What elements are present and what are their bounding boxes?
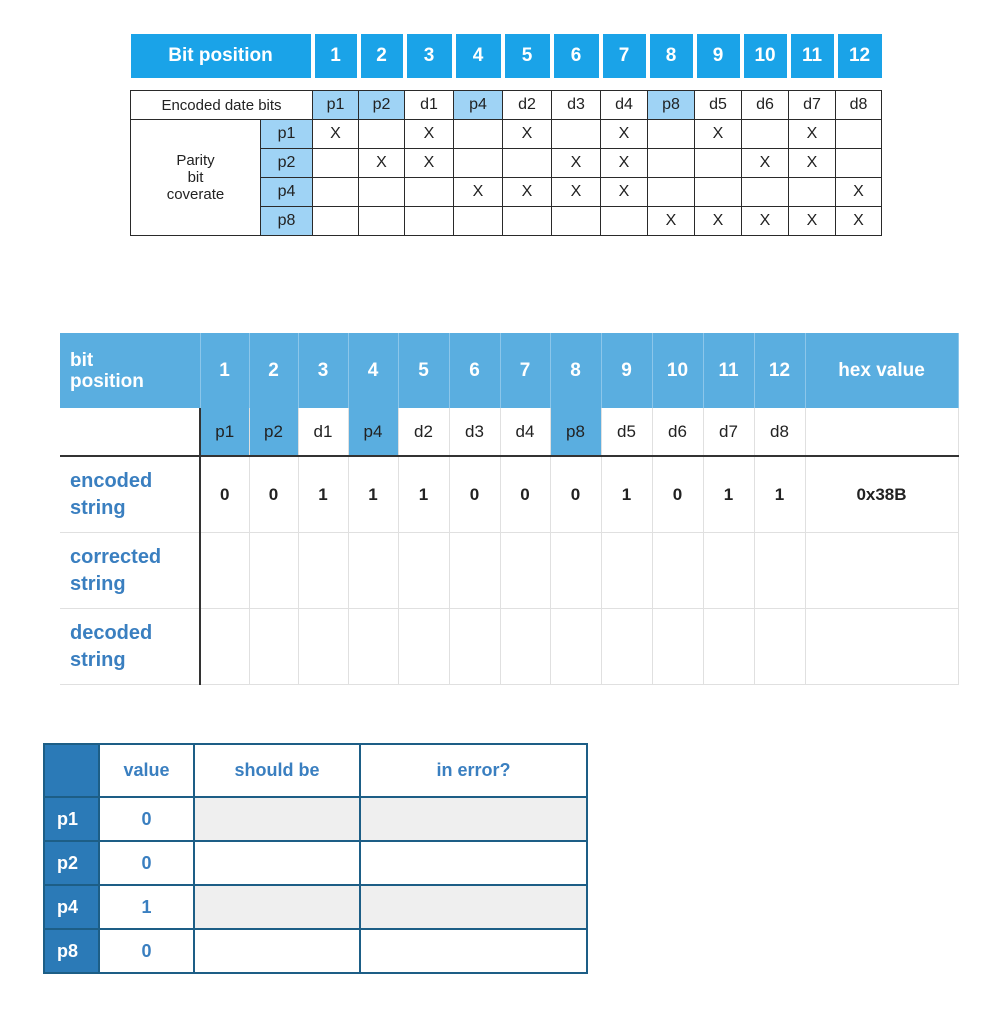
bit-value-cell: 0 xyxy=(652,456,703,533)
bit-value-cell[interactable] xyxy=(298,609,348,685)
bit-value-cell[interactable] xyxy=(754,609,805,685)
position-cell: 12 xyxy=(836,34,882,78)
bit-value-cell[interactable] xyxy=(449,533,500,609)
row-label xyxy=(60,456,200,533)
coverage-cell: X xyxy=(601,120,648,149)
bit-value-cell[interactable] xyxy=(200,609,249,685)
parity-name-cell: p8 xyxy=(261,207,313,236)
coverage-cell xyxy=(454,149,503,178)
bit-value-cell: 1 xyxy=(398,456,449,533)
coverage-cell xyxy=(454,207,503,236)
row-label-line: string xyxy=(70,496,126,519)
coverage-cell xyxy=(648,120,695,149)
bit-name-cell: d2 xyxy=(398,408,449,456)
bit-value-cell[interactable] xyxy=(703,533,754,609)
coverage-cell xyxy=(648,149,695,178)
encoded-bit-cell: p1 xyxy=(313,91,359,120)
parity-label-line: bit xyxy=(187,169,204,186)
coverage-cell: X xyxy=(503,120,552,149)
coverage-cell xyxy=(552,207,601,236)
value-header: value xyxy=(99,744,194,797)
coverage-cell xyxy=(405,178,454,207)
corner-cell xyxy=(44,744,99,797)
bit-value-cell: 0 xyxy=(449,456,500,533)
bit-value-cell: 1 xyxy=(601,456,652,533)
position-cell: 2 xyxy=(249,333,298,408)
parity-row-p4 xyxy=(44,885,587,929)
parity-name-cell: p1 xyxy=(261,120,313,149)
coverage-cell: X xyxy=(742,207,789,236)
bit-value-cell[interactable] xyxy=(398,609,449,685)
parity-name-cell: p4 xyxy=(261,178,313,207)
coverage-cell: X xyxy=(648,207,695,236)
bit-value-cell: 1 xyxy=(348,456,398,533)
position-cell: 9 xyxy=(601,333,652,408)
position-cell: 4 xyxy=(348,333,398,408)
bit-value-cell: 1 xyxy=(754,456,805,533)
coverage-cell: X xyxy=(742,149,789,178)
coverage-cell: X xyxy=(503,178,552,207)
bit-name-cell: d5 xyxy=(601,408,652,456)
hex-value-cell[interactable] xyxy=(805,533,958,609)
should-be-cell[interactable] xyxy=(194,841,360,885)
coverage-cell: X xyxy=(313,120,359,149)
bit-name-cell: d8 xyxy=(754,408,805,456)
bit-position-header-row xyxy=(131,34,882,78)
position-cell: 2 xyxy=(359,34,405,78)
bit-name-cell: p2 xyxy=(249,408,298,456)
bit-name-cell: d1 xyxy=(298,408,348,456)
coverage-cell xyxy=(648,178,695,207)
parity-row-p1 xyxy=(44,797,587,841)
empty-hex-cell xyxy=(805,408,958,456)
bit-value-cell[interactable] xyxy=(449,609,500,685)
coverage-cell: X xyxy=(405,120,454,149)
coverage-cell: X xyxy=(695,120,742,149)
position-cell: 4 xyxy=(454,34,503,78)
bit-value-cell[interactable] xyxy=(500,533,550,609)
parity-label: p4 xyxy=(44,885,99,929)
coverage-cell: X xyxy=(405,149,454,178)
coverage-cell xyxy=(313,207,359,236)
position-cell: 5 xyxy=(398,333,449,408)
bit-name-cell: p1 xyxy=(200,408,249,456)
row-label-line: string xyxy=(70,572,126,595)
position-cell: 7 xyxy=(500,333,550,408)
row-label-line: decoded xyxy=(70,621,153,644)
bit-value-cell[interactable] xyxy=(249,533,298,609)
in-error-cell[interactable] xyxy=(360,885,587,929)
bit-value-cell: 0 xyxy=(200,456,249,533)
should-be-header: should be xyxy=(194,744,360,797)
parity-row-p8 xyxy=(44,929,587,973)
position-cell: 3 xyxy=(405,34,454,78)
encoded-bit-cell: d7 xyxy=(789,91,836,120)
encoded-bit-cell: d4 xyxy=(601,91,648,120)
bit-value-cell: 0 xyxy=(500,456,550,533)
bit-name-cell: d3 xyxy=(449,408,500,456)
coverage-cell xyxy=(503,149,552,178)
parity-coverage-label xyxy=(131,120,261,236)
bit-value-cell[interactable] xyxy=(200,533,249,609)
coverage-cell: X xyxy=(552,178,601,207)
encoded-string-table xyxy=(60,333,959,685)
bit-value-cell[interactable] xyxy=(601,533,652,609)
encoded-bit-cell: d5 xyxy=(695,91,742,120)
bit-value-cell[interactable] xyxy=(754,533,805,609)
coverage-row-p1 xyxy=(131,120,882,149)
coverage-cell xyxy=(695,178,742,207)
coverage-cell xyxy=(601,207,648,236)
decoded-string-row xyxy=(60,609,958,685)
parity-check-header-row xyxy=(44,744,587,797)
in-error-header: in error? xyxy=(360,744,587,797)
parity-value: 0 xyxy=(99,797,194,841)
coverage-cell: X xyxy=(359,149,405,178)
coverage-cell: X xyxy=(789,149,836,178)
bit-value-cell: 0 xyxy=(550,456,601,533)
position-cell: 7 xyxy=(601,34,648,78)
coverage-cell xyxy=(313,178,359,207)
coverage-cell xyxy=(742,120,789,149)
position-cell: 1 xyxy=(200,333,249,408)
coverage-cell: X xyxy=(836,178,882,207)
position-cell: 8 xyxy=(648,34,695,78)
coverage-cell: X xyxy=(695,207,742,236)
bit-name-cell: d7 xyxy=(703,408,754,456)
parity-name-cell: p2 xyxy=(261,149,313,178)
row-label-line: encoded xyxy=(70,469,153,492)
encoded-bit-cell: d8 xyxy=(836,91,882,120)
parity-value: 1 xyxy=(99,885,194,929)
encoded-string-row xyxy=(60,456,958,533)
bit-position-label: Bit position xyxy=(131,34,313,78)
coverage-cell xyxy=(359,120,405,149)
coverage-cell xyxy=(503,207,552,236)
coverage-cell xyxy=(836,120,882,149)
bit-name-cell: d4 xyxy=(500,408,550,456)
position-cell: 5 xyxy=(503,34,552,78)
row-label-line: string xyxy=(70,648,126,671)
bit-value-cell[interactable] xyxy=(652,609,703,685)
parity-label-line: coverate xyxy=(166,186,225,203)
bit-name-cell: d6 xyxy=(652,408,703,456)
coverage-cell xyxy=(359,178,405,207)
bit-value-cell[interactable] xyxy=(348,609,398,685)
bit-names-row xyxy=(60,408,958,456)
hex-value-header: hex value xyxy=(805,333,958,408)
coverage-cell xyxy=(789,178,836,207)
position-cell: 11 xyxy=(703,333,754,408)
coverage-cell xyxy=(359,207,405,236)
hamming-coverage-table xyxy=(130,34,882,236)
hex-value-cell[interactable] xyxy=(805,609,958,685)
coverage-cell xyxy=(405,207,454,236)
bit-value-cell[interactable] xyxy=(348,533,398,609)
row-label xyxy=(60,533,200,609)
row-label-line: corrected xyxy=(70,545,162,568)
position-cell: 9 xyxy=(695,34,742,78)
empty-label-cell xyxy=(60,408,200,456)
coverage-cell: X xyxy=(601,178,648,207)
bit-value-cell: 0 xyxy=(249,456,298,533)
encoded-bit-cell: d3 xyxy=(552,91,601,120)
bit-value-cell[interactable] xyxy=(703,609,754,685)
coverage-cell xyxy=(313,149,359,178)
bit-value-cell[interactable] xyxy=(652,533,703,609)
parity-label: p8 xyxy=(44,929,99,973)
row-label xyxy=(60,609,200,685)
in-error-cell[interactable] xyxy=(360,797,587,841)
encoded-bits-row xyxy=(131,91,882,120)
parity-label: p2 xyxy=(44,841,99,885)
corrected-string-row xyxy=(60,533,958,609)
position-cell: 6 xyxy=(552,34,601,78)
in-error-cell[interactable] xyxy=(360,929,587,973)
parity-label: p1 xyxy=(44,797,99,841)
encoded-bit-cell: d1 xyxy=(405,91,454,120)
coverage-cell: X xyxy=(836,207,882,236)
encoded-bit-cell: p2 xyxy=(359,91,405,120)
parity-value: 0 xyxy=(99,929,194,973)
parity-check-table xyxy=(43,743,588,974)
header-line: position xyxy=(70,370,144,392)
bit-name-cell: p4 xyxy=(348,408,398,456)
coverage-cell xyxy=(454,120,503,149)
coverage-cell xyxy=(742,178,789,207)
bit-value-cell[interactable] xyxy=(249,609,298,685)
bit-position-label xyxy=(60,333,200,408)
bit-value-cell[interactable] xyxy=(500,609,550,685)
coverage-cell: X xyxy=(454,178,503,207)
should-be-cell[interactable] xyxy=(194,929,360,973)
position-cell: 12 xyxy=(754,333,805,408)
position-cell: 3 xyxy=(298,333,348,408)
coverage-cell: X xyxy=(789,207,836,236)
bit-value-cell[interactable] xyxy=(298,533,348,609)
position-cell: 10 xyxy=(742,34,789,78)
bit-value-cell: 1 xyxy=(703,456,754,533)
position-cell: 10 xyxy=(652,333,703,408)
bit-value-cell[interactable] xyxy=(550,609,601,685)
coverage-cell: X xyxy=(552,149,601,178)
encoded-bit-cell: p4 xyxy=(454,91,503,120)
hex-value-cell: 0x38B xyxy=(805,456,958,533)
position-cell: 11 xyxy=(789,34,836,78)
position-cell: 1 xyxy=(313,34,359,78)
bit-value-cell[interactable] xyxy=(550,533,601,609)
parity-row-p2 xyxy=(44,841,587,885)
position-cell: 8 xyxy=(550,333,601,408)
in-error-cell[interactable] xyxy=(360,841,587,885)
should-be-cell[interactable] xyxy=(194,797,360,841)
coverage-cell xyxy=(552,120,601,149)
coverage-cell xyxy=(836,149,882,178)
parity-label-line: Parity xyxy=(176,152,215,169)
bit-value-cell: 1 xyxy=(298,456,348,533)
bit-position-header-row xyxy=(60,333,958,408)
encoded-bit-cell: d6 xyxy=(742,91,789,120)
position-cell: 6 xyxy=(449,333,500,408)
coverage-cell xyxy=(695,149,742,178)
encoded-bit-cell: p8 xyxy=(648,91,695,120)
encoded-bit-cell: d2 xyxy=(503,91,552,120)
coverage-cell: X xyxy=(789,120,836,149)
bit-name-cell: p8 xyxy=(550,408,601,456)
header-line: bit xyxy=(70,349,94,371)
bit-value-cell[interactable] xyxy=(601,609,652,685)
parity-value: 0 xyxy=(99,841,194,885)
encoded-bits-label: Encoded date bits xyxy=(131,91,313,120)
should-be-cell[interactable] xyxy=(194,885,360,929)
coverage-cell: X xyxy=(601,149,648,178)
bit-value-cell[interactable] xyxy=(398,533,449,609)
